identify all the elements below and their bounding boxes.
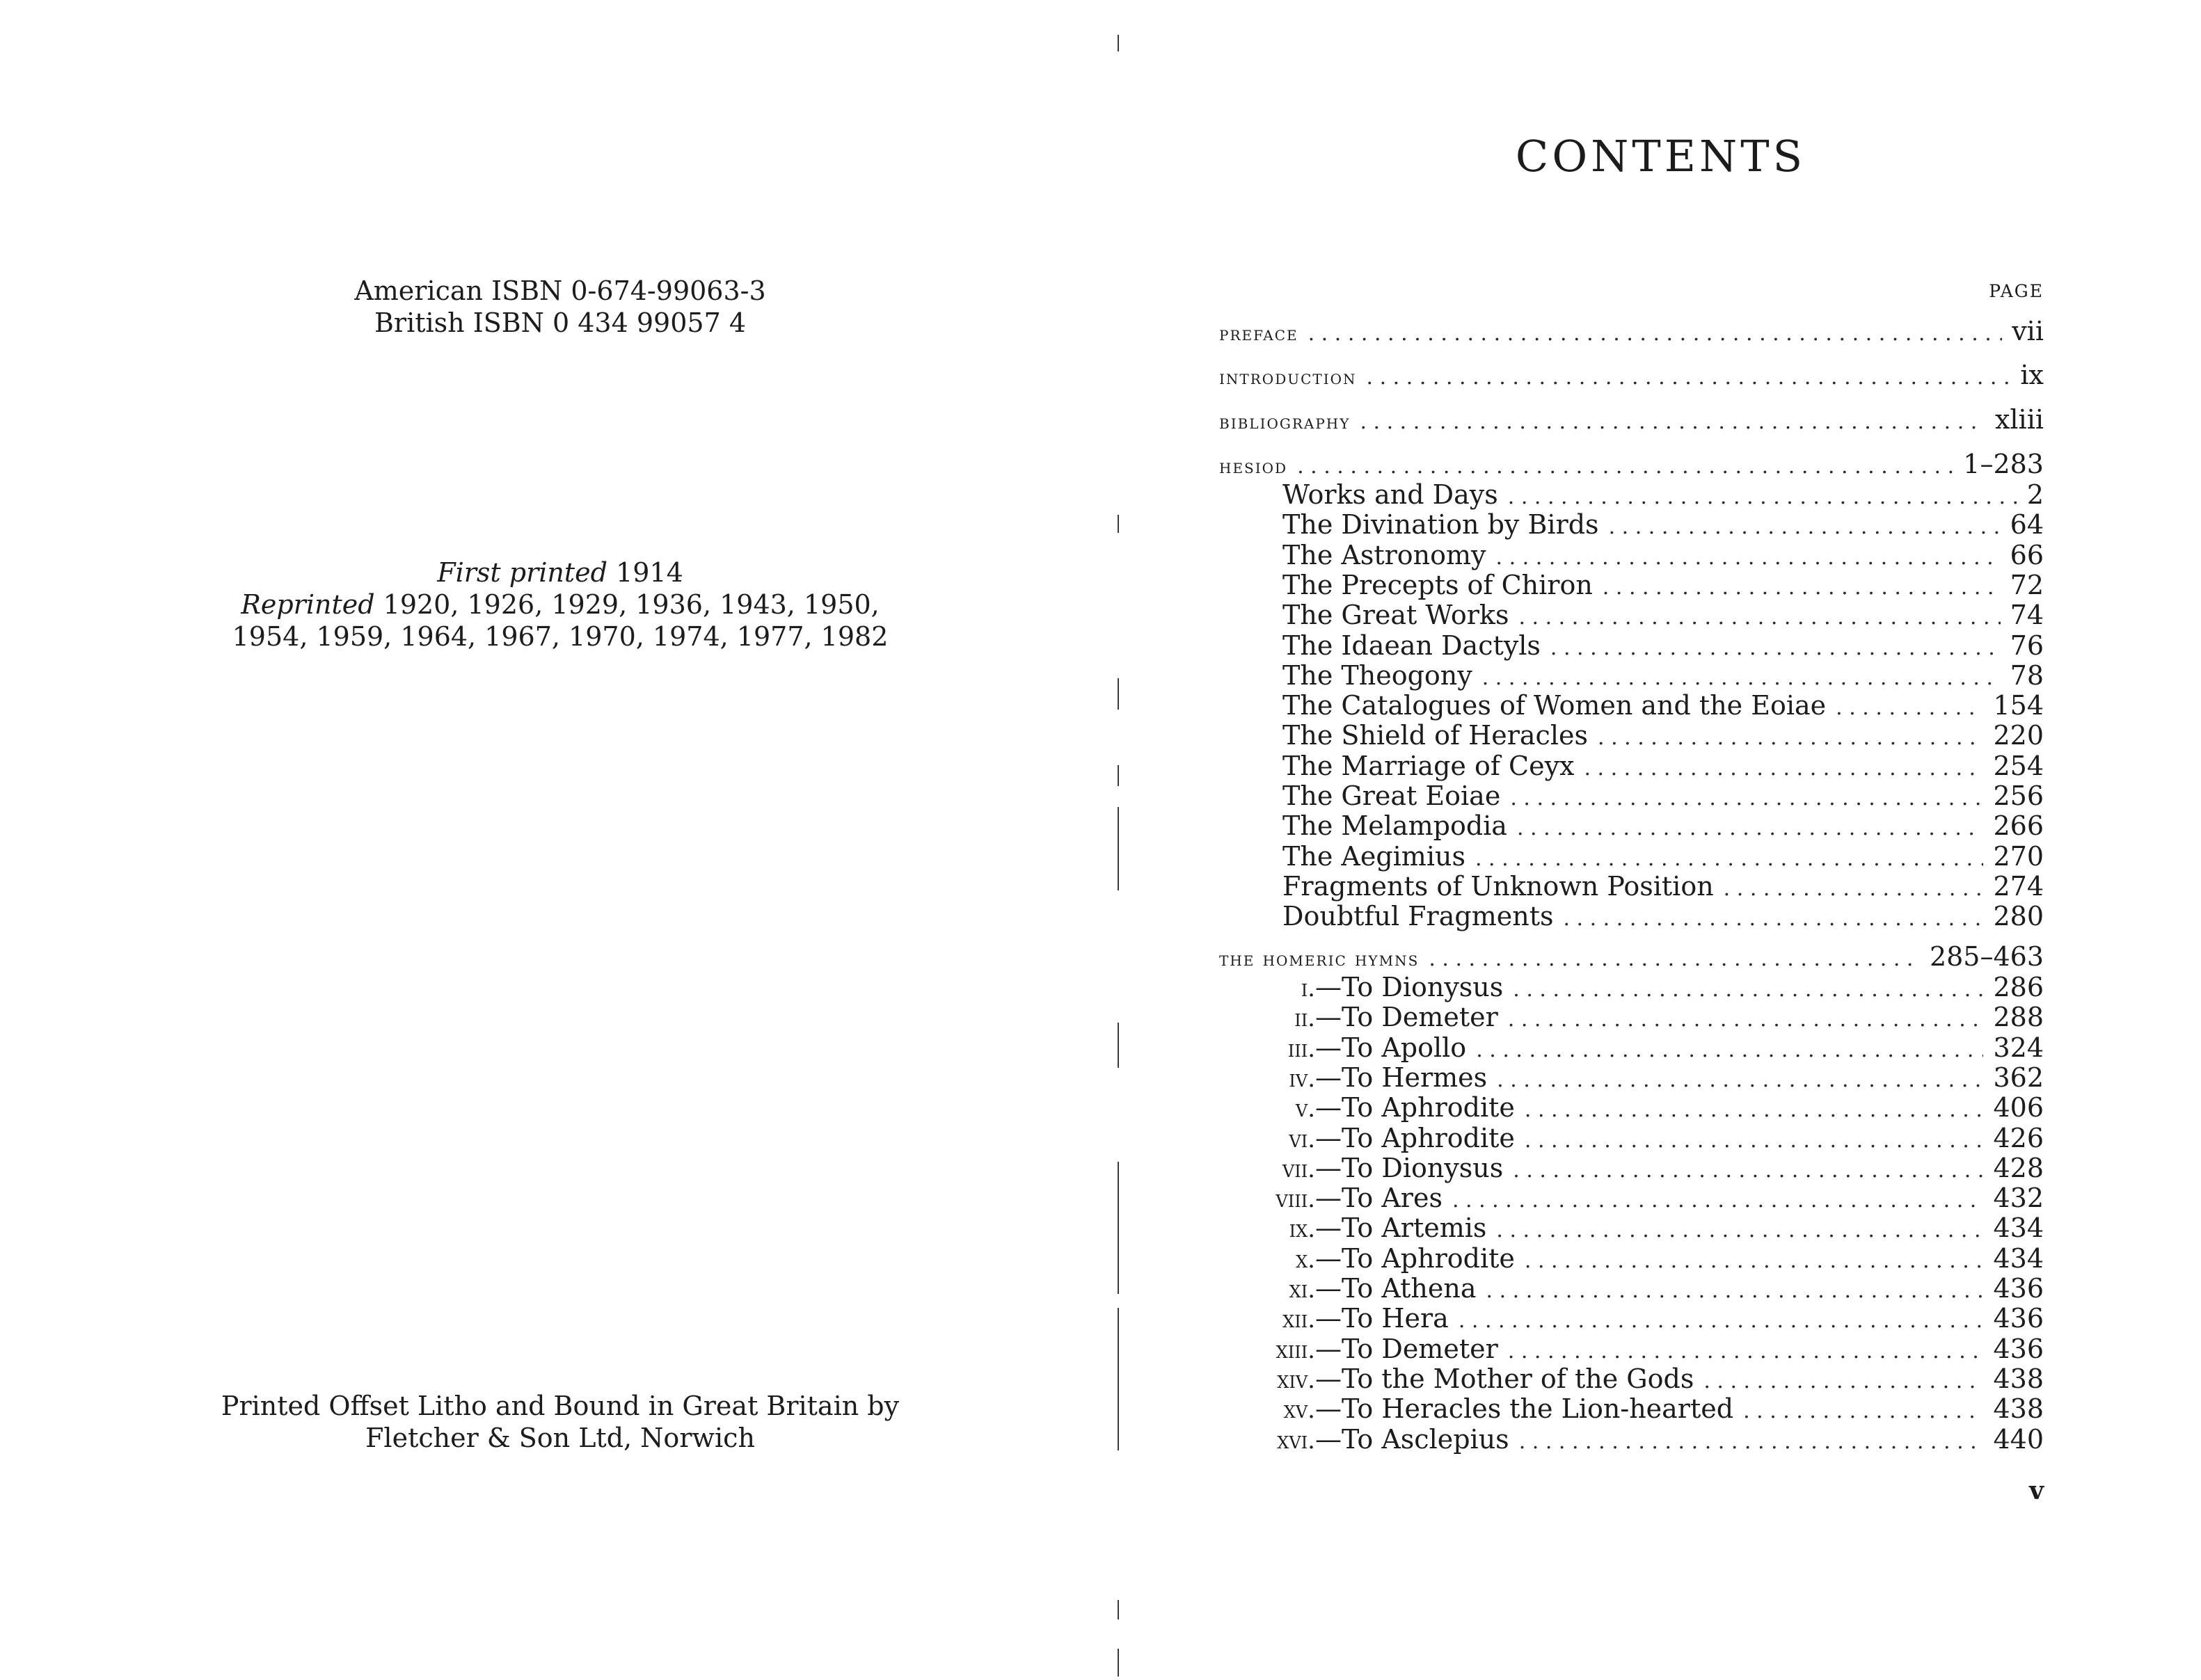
hymn-page: 432 (1993, 1183, 2044, 1214)
toc-sub-entry (1282, 661, 2044, 690)
toc-sub-page: 270 (1993, 840, 2044, 872)
hymn-page: 434 (1993, 1242, 2044, 1274)
dot-leader (1508, 483, 2017, 512)
toc-sub-label: Works and Days (1282, 479, 1498, 510)
hymn-page: 438 (1993, 1393, 2044, 1425)
toc-entry-hesiod (1219, 449, 2044, 479)
printer-line-2: Fletcher & Son Ltd, Norwich (365, 1423, 755, 1453)
toc-sub-label: The Marriage of Ceyx (1282, 750, 1575, 781)
hymn-page: 362 (1993, 1062, 2044, 1093)
toc-sub-label: Doubtful Fragments (1282, 901, 1554, 932)
toc-sub-page: 64 (2010, 509, 2044, 541)
toc-hymn-entry (1240, 1002, 2044, 1032)
dot-leader (1486, 1277, 1984, 1306)
toc-sub-entry (1282, 541, 2044, 570)
hymn-numeral: v. (1295, 1095, 1315, 1123)
hymn-title: —To Hermes (1315, 1062, 1488, 1093)
dot-leader (1429, 945, 1920, 974)
toc-sub-label: The Catalogues of Women and the Eoiae (1282, 690, 1827, 721)
toc-sub-entry (1282, 842, 2044, 871)
toc-hymn-entry (1240, 1063, 2044, 1092)
dot-leader (1497, 1066, 1983, 1095)
hymn-title: —To Aphrodite (1315, 1242, 1515, 1274)
hymn-title: —To Dionysus (1315, 1152, 1504, 1183)
first-printed-line (0, 557, 1120, 589)
first-printed-label: First printed (437, 557, 607, 588)
hymn-numeral: vi. (1289, 1125, 1315, 1153)
dot-leader (1550, 634, 2001, 663)
toc-hymn-entry (1240, 1183, 2044, 1213)
dot-leader (1724, 874, 1984, 904)
toc-page: 1–283 (1963, 449, 2044, 479)
isbn-block (0, 275, 1120, 339)
dot-leader (1743, 1397, 1983, 1426)
toc-hymn-entry (1240, 1425, 2044, 1454)
toc-sub-page: 2 (2026, 479, 2044, 510)
toc-entry-homeric-hymns (1219, 942, 2044, 971)
hymn-title: —To Dionysus (1315, 972, 1504, 1002)
toc-sub-label: The Shield of Heracles (1282, 720, 1588, 751)
dot-leader (1519, 1427, 1984, 1457)
hymn-title: —To Asclepius (1315, 1423, 1509, 1455)
toc-sub-entry (1282, 691, 2044, 720)
dot-leader (1517, 814, 1984, 843)
toc-sub-label: The Theogony (1282, 659, 1472, 691)
toc-page: xliii (1994, 404, 2044, 435)
dot-leader (1525, 1126, 1984, 1155)
toc-sub-entry (1282, 781, 2044, 810)
toc-sub-entry (1282, 570, 2044, 600)
toc-hymn-entry (1240, 1334, 2044, 1363)
toc-hymn-entry (1240, 1033, 2044, 1062)
hymn-page: 286 (1993, 972, 2044, 1002)
hymn-title: —To Hera (1315, 1303, 1449, 1334)
toc-sub-page: 280 (1993, 901, 2044, 932)
reprinted-label: Reprinted (241, 589, 375, 620)
dot-leader (1452, 1186, 1984, 1215)
toc-sub-label: The Great Works (1282, 600, 1509, 631)
hymn-page: 324 (1993, 1032, 2044, 1063)
toc-hymn-entry (1240, 1093, 2044, 1122)
toc-sub-entry (1282, 811, 2044, 840)
toc-sub-page: 66 (2010, 539, 2044, 570)
toc-hymn-entry (1240, 1213, 2044, 1242)
toc-sub-page: 74 (2010, 600, 2044, 631)
hymn-page: 434 (1993, 1213, 2044, 1244)
toc-label: introduction (1219, 365, 1357, 389)
toc-sub-label: The Precepts of Chiron (1282, 569, 1593, 600)
dot-leader (1836, 694, 1983, 723)
toc-sub-entry (1282, 872, 2044, 901)
toc-hymn-entry (1240, 1364, 2044, 1393)
dot-leader (1563, 904, 1983, 934)
toc-sub-entry (1282, 751, 2044, 781)
toc-sub-entry (1282, 600, 2044, 630)
hymn-title: —To Artemis (1315, 1213, 1487, 1244)
hymn-numeral: ix. (1289, 1215, 1315, 1244)
hymn-title: —To Demeter (1315, 1333, 1498, 1364)
dot-leader (1513, 1156, 1983, 1185)
toc-label: bibliography (1219, 410, 1351, 433)
toc-sub-page: 72 (2010, 569, 2044, 600)
hymn-page: 426 (1993, 1122, 2044, 1153)
toc-entry-bibliography (1219, 405, 2044, 434)
contents-title: CONTENTS (1515, 131, 1806, 182)
hymn-title: —To Aphrodite (1315, 1092, 1515, 1123)
dot-leader (1525, 1247, 1984, 1276)
dot-leader (1367, 363, 2011, 392)
hymn-page: 436 (1993, 1333, 2044, 1364)
toc-hymn-entry (1240, 1153, 2044, 1183)
toc-hymn-entry (1240, 973, 2044, 1002)
hymn-numeral: xi. (1289, 1276, 1315, 1304)
toc-sub-entry (1282, 721, 2044, 750)
dot-leader (1496, 1216, 1983, 1245)
dot-leader (1518, 603, 2000, 632)
dot-leader (1525, 1096, 1984, 1125)
toc-sub-entry (1282, 510, 2044, 539)
toc-sub-page: 274 (1993, 870, 2044, 902)
hymn-numeral: x. (1296, 1245, 1315, 1274)
dot-leader (1360, 408, 1985, 437)
hymn-numeral: iv. (1289, 1064, 1315, 1093)
dot-leader (1482, 664, 2001, 693)
toc-entry-introduction (1219, 360, 2044, 390)
toc-label: hesiod (1219, 454, 1288, 478)
hymn-title: —To the Mother of the Gods (1315, 1363, 1694, 1394)
hymn-numeral: xiv. (1277, 1366, 1315, 1394)
hymn-numeral: xii. (1282, 1306, 1315, 1334)
hymn-numeral: ii. (1294, 1005, 1315, 1033)
toc-sub-label: The Great Eoiae (1282, 781, 1501, 811)
toc-sub-label: The Melampodia (1282, 810, 1507, 842)
toc-hymn-entry (1240, 1123, 2044, 1153)
dot-leader (1584, 754, 1983, 783)
toc-sub-page: 154 (1993, 690, 2044, 721)
hymn-title: —To Heracles the Lion-hearted (1315, 1393, 1734, 1425)
toc-page: vii (2012, 316, 2044, 346)
hymn-title: —To Aphrodite (1315, 1122, 1515, 1153)
toc-label: preface (1219, 321, 1298, 345)
dot-leader (1510, 784, 1983, 813)
hymn-numeral: vii. (1282, 1155, 1315, 1183)
printing-history (0, 557, 1120, 653)
toc-hymn-entry (1240, 1394, 2044, 1423)
hymn-title: —To Athena (1315, 1273, 1477, 1304)
hymn-page: 406 (1993, 1092, 2044, 1123)
toc-sub-entry (1282, 631, 2044, 660)
toc-sub-label: The Idaean Dactyls (1282, 630, 1541, 661)
toc-sub-page: 76 (2010, 630, 2044, 661)
toc-hymn-entry (1240, 1304, 2044, 1333)
toc-hymn-entry (1240, 1244, 2044, 1273)
dot-leader (1297, 452, 1953, 481)
hymn-numeral: viii. (1276, 1185, 1315, 1214)
toc-entry-preface (1219, 317, 2044, 346)
toc-hymn-entry (1240, 1274, 2044, 1303)
toc-label: the homeric hymns (1219, 947, 1420, 970)
hymn-numeral: xvi. (1277, 1426, 1315, 1455)
dot-leader (1308, 319, 2003, 349)
reprinted-years-1: 1920, 1926, 1929, 1936, 1943, 1950, (383, 589, 880, 620)
hymn-page: 440 (1993, 1423, 2044, 1455)
toc-sub-label: The Astronomy (1282, 539, 1486, 570)
dot-leader (1475, 845, 1984, 874)
hymn-page: 436 (1993, 1303, 2044, 1334)
reprinted-years-2: 1954, 1959, 1964, 1967, 1970, 1974, 1977, 1982 (232, 621, 889, 652)
toc-sub-page: 220 (1993, 720, 2044, 751)
dot-leader (1703, 1367, 1983, 1396)
toc-page: ix (2020, 360, 2044, 390)
isbn-american: American ISBN 0-674-99063-3 (354, 275, 766, 306)
printer-imprint (0, 1390, 1120, 1454)
toc-page: 285–463 (1929, 941, 2044, 972)
hymn-numeral: iii. (1287, 1034, 1315, 1063)
hymn-page: 428 (1993, 1152, 2044, 1183)
toc-sub-entry (1282, 480, 2044, 509)
dot-leader (1603, 573, 2001, 602)
right-page (1120, 0, 2201, 1680)
dot-leader (1508, 1005, 1984, 1034)
page-folio: v (2029, 1476, 2044, 1505)
hymn-numeral: xiii. (1276, 1336, 1315, 1364)
hymn-title: —To Ares (1315, 1183, 1443, 1214)
dot-leader (1459, 1306, 1984, 1336)
reprinted-line (0, 589, 1120, 621)
printer-line-1: Printed Offset Litho and Bound in Great Britain by (221, 1391, 900, 1421)
dot-leader (1513, 975, 1983, 1005)
dot-leader (1476, 1036, 1983, 1065)
page-column-header: PAGE (1989, 281, 2044, 301)
hymn-numeral: i. (1301, 975, 1315, 1002)
hymn-page: 436 (1993, 1273, 2044, 1304)
toc-sub-label: The Divination by Birds (1282, 509, 1599, 541)
toc-sub-page: 78 (2010, 659, 2044, 691)
hymn-page: 288 (1993, 1002, 2044, 1033)
toc-sub-page: 256 (1993, 781, 2044, 811)
hymn-title: —To Demeter (1315, 1002, 1498, 1033)
toc-sub-label: The Aegimius (1282, 840, 1465, 872)
dot-leader (1496, 543, 2001, 573)
dot-leader (1598, 723, 1983, 753)
first-printed-year: 1914 (616, 557, 683, 588)
toc-sub-entry (1282, 902, 2044, 931)
toc-sub-label: Fragments of Unknown Position (1282, 870, 1714, 902)
hymn-page: 438 (1993, 1363, 2044, 1394)
toc-sub-page: 266 (1993, 810, 2044, 842)
dot-leader (1609, 513, 2001, 542)
dot-leader (1508, 1337, 1984, 1366)
toc-sub-page: 254 (1993, 750, 2044, 781)
isbn-british: British ISBN 0 434 99057 4 (374, 307, 747, 338)
hymn-numeral: xv. (1283, 1396, 1315, 1425)
hymn-title: —To Apollo (1315, 1032, 1467, 1063)
